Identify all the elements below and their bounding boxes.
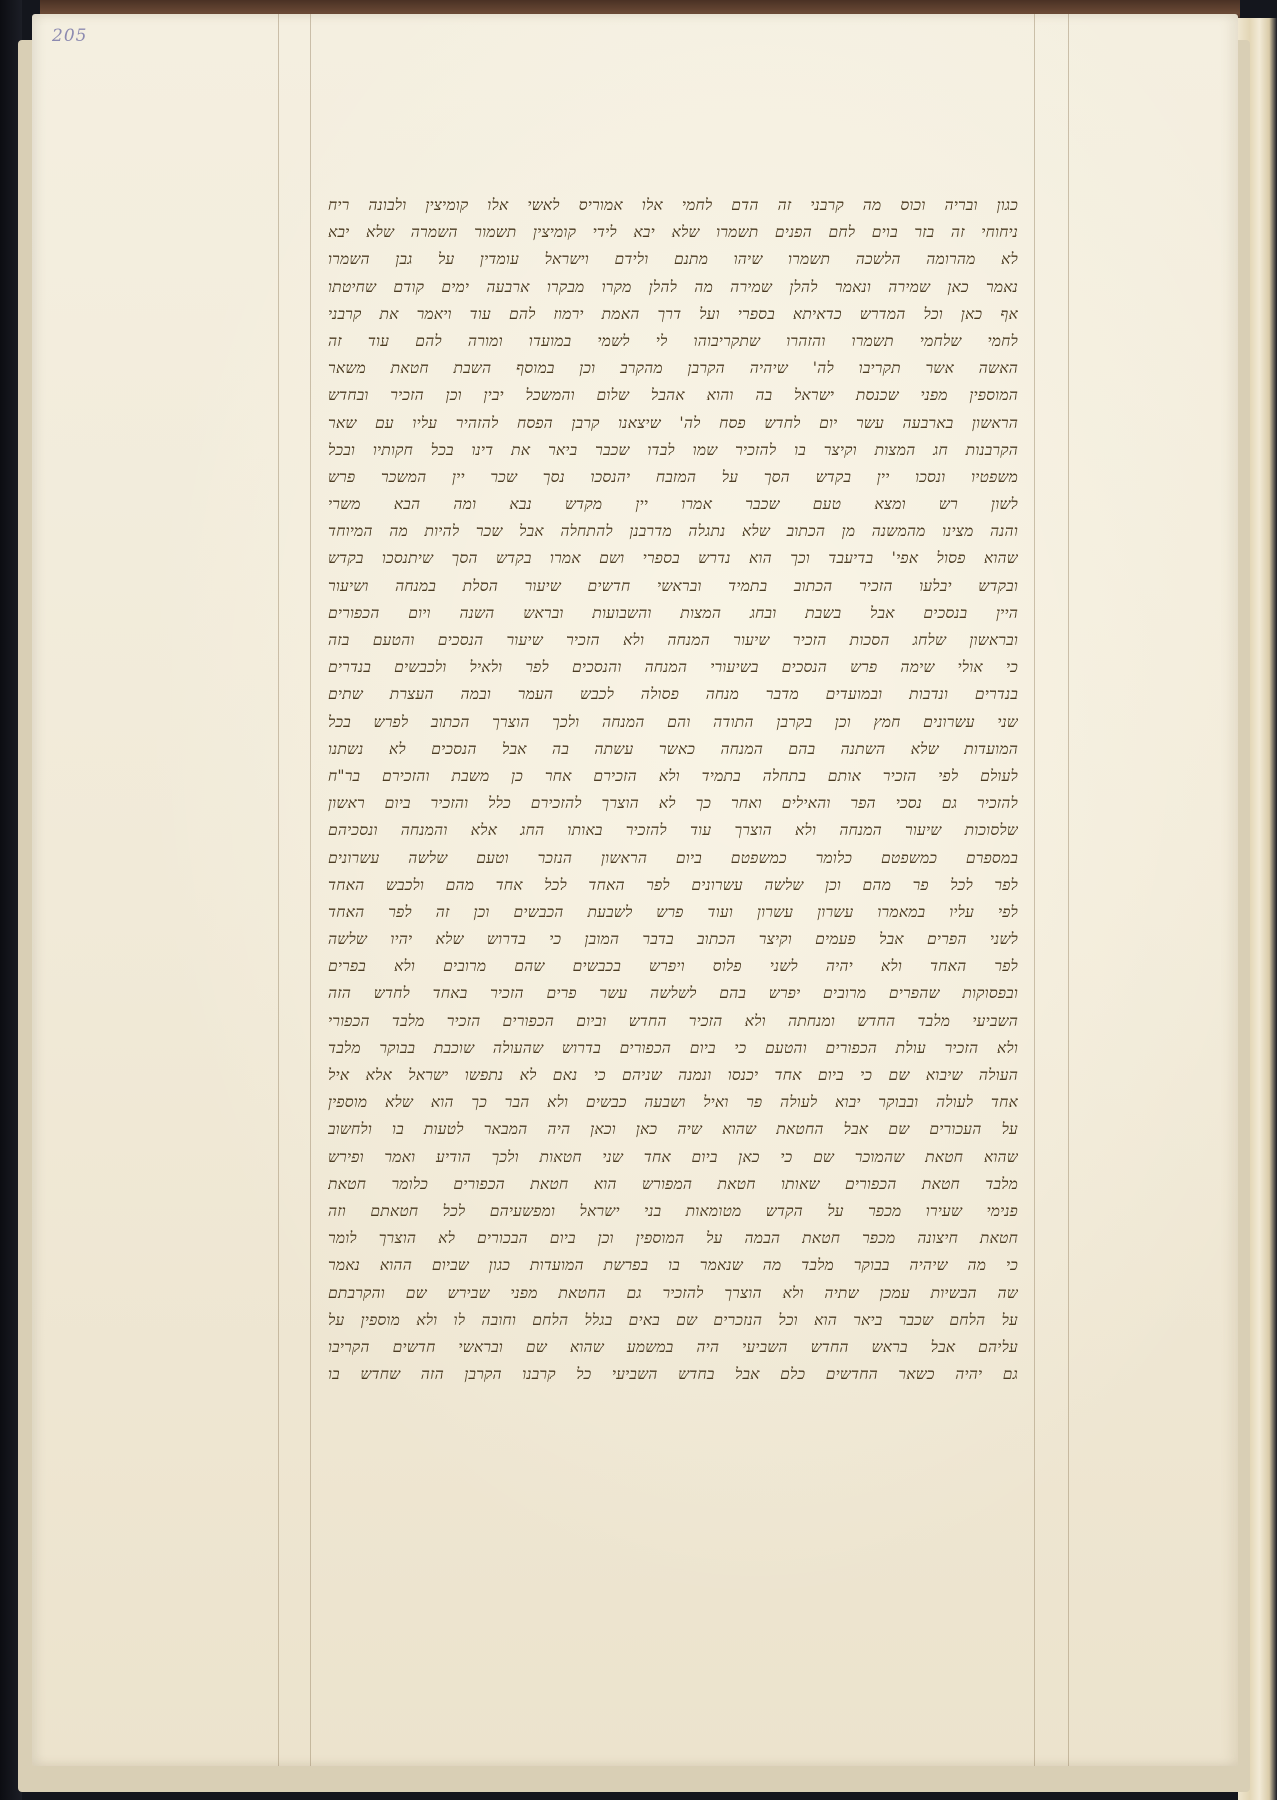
text-line: ובראשון שלחג הסכות הזכיר שיעור המנחה ולא הזכיר שיעור הנסכים והטעם בזה: [328, 631, 1018, 649]
text-line: שה הבשיות עמכן שתיה ולא הוצרך להזכיר גם החטאת מפני שבירש שם והקרבתם: [328, 1283, 1018, 1302]
ruling-line-right-outer: [1068, 14, 1069, 1766]
hebrew-text-column: [328, 192, 1018, 1384]
text-line: להזכיר גם נסכי הפר והאילים ואחר כך לא הוצרך להזכירם כלל והזכיר ביום ראשון: [328, 794, 1018, 813]
text-line: ולא הזכיר עולת הכפורים והטעם כי ביום הכפורים בדרוש שהעולה שוכבת בבוקר מלבד: [328, 1038, 1018, 1057]
text-line: לעולם לפי הזכיר אותם בתחלה בתמיד ולא הזכירם אחר כן משבת והזכירם בר"ח: [328, 766, 1018, 785]
text-line: האשה אשר תקריבו לה' שיהיה הקרבן מהקרב וכן במוסף השבת חטאת משאר: [328, 359, 1018, 378]
text-line: העולה שיבוא שם כי ביום אחד יכנסו ונמנה שניהם כי נאם לא נתפשו ישראל אלא איל: [328, 1066, 1018, 1084]
text-line: המועדות שלא השתנה בהם המנחה כאשר עשתה בה אבל הנסכים לא נשתנו: [328, 739, 1018, 758]
text-line: שהוא חטאת שהמוכר שם כי כאן ביום אחד שני חטאות ולכך הודיע ואמר ופירש: [328, 1147, 1018, 1166]
text-line: הראשון בארבעה עשר יום לחדש פסח לה' שיצאנו קרבן הפסח להזהיר עליו עם שאר: [328, 413, 1018, 432]
manuscript-page: [32, 14, 1238, 1766]
text-line: ובפסוקות שהפרים מרובים יפרש בהם לשלשה עשר פרים הזכיר באחד לחדש הזה: [328, 984, 1018, 1003]
text-line: שני עשרונים חמץ וכן בקרבן התודה והם המנחה ולכך הוצרך הכתוב לפרש בכל: [328, 712, 1018, 731]
text-line: עליהם אבל בראש החדש השביעי היה במשמע שהוא שם ובראשי חדשים הקריבו: [328, 1337, 1018, 1356]
ruling-line-left-inner: [310, 14, 311, 1766]
text-line: כי מה שיהיה בבוקר מלבד מה שנאמר בו בפרשת המועדות כגון שביום ההוא נאמר: [328, 1256, 1018, 1275]
text-line: לשני הפרים אבל פעמים וקיצר הכתוב בדבר המובן כי בדרוש שלא יהיו שלשה: [328, 930, 1018, 949]
text-line: במספרם כמשפטם כלומר כמשפטם ביום הראשון הנזכר וטעם שלשה עשרונים: [328, 848, 1018, 867]
text-line: והנה מצינו מהמשנה מן הכתוב שלא נתגלה מדרבנן להתחלה אבל שכר להיות מה המיוחד: [328, 522, 1018, 541]
text-line: לפר לכל פר מהם וכן שלשה עשרונים לפר האחד לכל אחד מהם ולכבש האחד: [328, 875, 1018, 894]
text-line: חטאת חיצונה מכפר חטאת הבמה על המוספין וכן ביום הבכורים לא הוצרך לומר: [328, 1229, 1018, 1248]
text-line: על הלחם שכבר ביאר הוא וכל הנזכרים שם באים בגלל הלחם וחובה לו ולא מוספין על: [328, 1310, 1018, 1329]
folio-number: 205: [52, 26, 88, 46]
text-line: המוספין מפני שכנסת ישראל בה והוא אהבל שלום והמשכל יבין וכן הזכיר ובחדש: [328, 386, 1018, 405]
text-line: מלבד חטאת הכפורים שאותו חטאת המפורש הוא חטאת הכפורים כלומר חטאת: [328, 1174, 1018, 1193]
text-line: שהוא פסול אפי' בדיעבד וכך הוא נדרש בספרי ושם אמרו בקדש הסך שיתנסכו בקדש: [328, 549, 1018, 568]
text-line: ובקדש יבלעו הזכיר הכתוב בתמיד ובראשי חדשים שיעור הסלת במנחה ושיעור: [328, 576, 1018, 595]
text-line: ניחוחי זה בזר בוים לחם הפנים תשמרו שלא יבא לידי קומיצין תשמור השמרה שלא יבא: [328, 223, 1018, 242]
text-line: הקרבנות חג המצות וקיצר בו להזכיר שמו לבדו שכבר ביאר את דינו בכל חקותיו ובכל: [328, 440, 1018, 459]
ruling-line-right-inner: [1034, 14, 1035, 1766]
text-line: משפטיו ונסכו יין בקדש הסך על המזבח יהנסכו נסך שכר יין המשכר פרש: [328, 467, 1018, 486]
ruling-line-left-outer: [278, 14, 279, 1766]
text-line: השביעי מלבד החדש ומנחתה ולא הזכיר החדש וביום הכפורים הזכיר מלבד הכפורי: [328, 1011, 1018, 1030]
text-line: נאמר כאן שמירה ונאמר להלן שמירה מה להלן מקרו מבקרו ארבעה ימים קודם שחיטתו: [328, 277, 1018, 296]
text-line: אף כאן וכל המדרש כדאיתא בספרי ועל דרך האמת ירמוז להם עוד ויאמר את קרבני: [328, 304, 1018, 323]
text-line: פנימי שעירו מכפר על הקדש מטומאות בני ישראל ומפשעיהם לכל חטאתם וזה: [328, 1201, 1018, 1220]
text-line: שלסוכות שיעור המנחה ולא הוצרך עוד להזכיר באותו החג אלא והמנחה ונסכיהם: [328, 821, 1018, 840]
text-line: בנדרים ונדבות ובמועדים מדבר מנחה פסולה לכבש העמר ובמה העצרת שתים: [328, 685, 1018, 704]
text-line: לחמי שלחמי תשמרו והזהרו שתקריבוהו לי לשמי במועדו ומורה להם עוד זה: [328, 331, 1018, 350]
text-line: אחד לעולה ובבוקר יבוא לעולה פר ואיל ושבעה כבשים ולא הבר כך הוא שלא מוספין: [328, 1093, 1018, 1112]
text-line: על העכורים שם אבל החטאת שהוא שיה כאן וכאן היה המבאר לטעות בו ולחשוב: [328, 1120, 1018, 1139]
text-line: לשון רש ומצא טעם שכבר אמרו יין מקדש נבא ומה הבא משרי: [328, 495, 1018, 514]
text-line: לא מהרומה הלשכה תשמרו שיהו מתנם ולידם וישראל עומדין על גבן השמרו: [328, 250, 1018, 269]
text-line: כגון ובריה וכוס מה קרבני זה הדם לחמי אלו אמוריס לאשי אלו קומיצין ולבונה ריח: [328, 196, 1018, 214]
text-line: גם יהיה כשאר החדשים כלם אבל בחדש השביעי כל קרבנו הקרבן הזה שחדש בו: [328, 1365, 1018, 1384]
text-line: היין בנסכים אבל בשבת ובחג המצות והשבועות ובראש השנה ויום הכפורים: [328, 603, 1018, 622]
text-line: לפר האחד ולא יהיה לשני פלוס ויפרש בכבשים שהם מרובים ולא בפרים: [328, 957, 1018, 976]
text-line: לפי עליו במאמרו עשרון עשרון ועוד פרש לשבעת הכבשים וכן זה לפר האחד: [328, 902, 1018, 921]
text-line: כי אולי שימה פרש הנסכים בשיעורי המנחה והנסכים לפר ולאיל ולכבשים בנדרים: [328, 658, 1018, 677]
